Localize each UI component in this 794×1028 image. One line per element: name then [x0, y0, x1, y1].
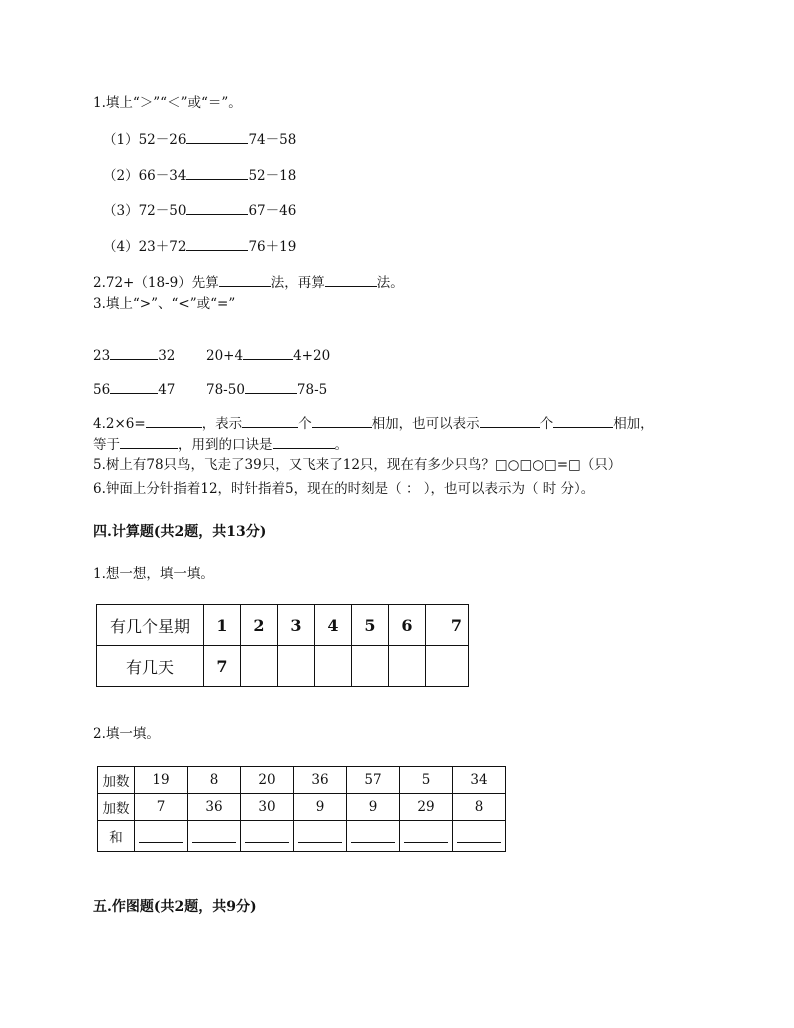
q1-item-right: 52－18	[248, 168, 297, 184]
q3-row-1b	[206, 346, 330, 365]
q4-text-a: 4.2×6=	[93, 416, 146, 432]
q1-item-left: 23＋72	[138, 239, 187, 255]
answer-blank[interactable]	[351, 841, 395, 843]
q6-line: 6.钟面上分针指着12，时针指着5，现在的时刻是（ ： ），也可以表示为（ 时 分）。	[93, 481, 595, 497]
addend-cell: 8	[453, 794, 506, 821]
answer-blank[interactable]	[120, 435, 178, 449]
q4-text-b: ，表示	[201, 416, 243, 432]
sum-input-cell[interactable]	[347, 821, 400, 852]
answer-blank[interactable]	[186, 130, 248, 144]
answer-blank[interactable]	[480, 414, 540, 428]
answer-blank[interactable]	[146, 414, 202, 428]
q2-text-b: 法，再算	[270, 275, 325, 291]
q4-text-e: 个	[539, 416, 554, 432]
answer-blank[interactable]	[110, 380, 158, 394]
week-cell: 3	[278, 605, 315, 646]
row-label: 加数	[98, 767, 135, 794]
addend-cell: 36	[294, 767, 347, 794]
week-cell: 6	[389, 605, 426, 646]
sum-input-cell[interactable]	[241, 821, 294, 852]
sum-input-cell[interactable]	[135, 821, 188, 852]
table-row	[98, 821, 506, 852]
q3-value: 78-5	[296, 382, 328, 398]
addend-cell: 30	[241, 794, 294, 821]
answer-blank[interactable]	[298, 841, 342, 843]
q1-item-right: 67－46	[248, 203, 297, 219]
day-input-cell[interactable]	[426, 646, 469, 687]
week-cell: 1	[204, 605, 241, 646]
q4-text-c: 个	[298, 416, 312, 432]
q3-row-2b	[206, 380, 327, 399]
q4-text-g: 等于	[93, 437, 120, 453]
addend-cell: 36	[188, 794, 241, 821]
answer-blank[interactable]	[325, 273, 377, 287]
answer-blank[interactable]	[273, 435, 335, 449]
day-input-cell[interactable]	[278, 646, 315, 687]
answer-blank[interactable]	[553, 414, 613, 428]
sum-input-cell[interactable]	[188, 821, 241, 852]
q1-item-1	[103, 130, 296, 149]
addend-cell: 7	[135, 794, 188, 821]
answer-blank[interactable]	[139, 841, 183, 843]
q4-line-2	[93, 435, 348, 454]
answer-blank[interactable]	[245, 380, 297, 394]
week-cell: 7	[426, 605, 469, 646]
sum-input-cell[interactable]	[400, 821, 453, 852]
addend-cell: 8	[188, 767, 241, 794]
weeks-days-table	[96, 604, 469, 687]
q4-text-d: 相加，也可以表示	[371, 416, 480, 432]
q3-title: 3.填上“>”、“<”或“=”	[93, 296, 236, 312]
table-row	[98, 794, 506, 821]
q1-item-right: 76＋19	[248, 239, 297, 255]
q1-item-3	[103, 201, 296, 220]
answer-blank[interactable]	[243, 346, 293, 360]
answer-blank[interactable]	[219, 273, 271, 287]
row-label: 加数	[98, 794, 135, 821]
q1-item-left: 52－26	[138, 132, 187, 148]
q3-value: 78-50	[206, 382, 245, 398]
addend-cell: 9	[347, 794, 400, 821]
q1-item-right: 74－58	[248, 132, 297, 148]
answer-blank[interactable]	[186, 237, 248, 251]
addend-cell: 5	[400, 767, 453, 794]
week-cell: 2	[241, 605, 278, 646]
q1-item-num: （1）	[103, 132, 139, 148]
q4-line-1	[93, 414, 654, 433]
q3-row-2	[93, 380, 175, 399]
q3-value: 4+20	[293, 348, 331, 364]
addend-cell: 57	[347, 767, 400, 794]
q1-item-2	[103, 166, 296, 185]
q1-item-num: （3）	[103, 203, 139, 219]
calc1-title: 1.想一想，填一填。	[93, 566, 214, 582]
table-row	[98, 767, 506, 794]
q2-text-c: 法。	[376, 275, 404, 291]
q1-item-4	[103, 237, 296, 256]
section-5-heading: 五.作图题(共2题，共9分)	[93, 899, 257, 915]
day-input-cell[interactable]	[352, 646, 389, 687]
row-label: 有几天	[97, 646, 204, 687]
sum-input-cell[interactable]	[453, 821, 506, 852]
table-row	[97, 646, 469, 687]
addend-cell: 34	[453, 767, 506, 794]
q3-value: 20+4	[206, 348, 244, 364]
q3-value: 32	[158, 348, 176, 364]
answer-blank[interactable]	[192, 841, 236, 843]
answer-blank[interactable]	[457, 841, 501, 843]
q2-line	[93, 273, 404, 292]
q1-item-num: （4）	[103, 239, 139, 255]
q3-value: 23	[93, 348, 111, 364]
day-input-cell[interactable]	[389, 646, 426, 687]
addend-cell: 19	[135, 767, 188, 794]
q1-item-left: 66－34	[138, 168, 187, 184]
day-cell: 7	[204, 646, 241, 687]
q4-text-i: 。	[334, 437, 348, 453]
row-label: 和	[98, 821, 135, 852]
week-cell: 5	[352, 605, 389, 646]
calc2-title: 2.填一填。	[93, 726, 160, 742]
answer-blank[interactable]	[312, 414, 372, 428]
q4-text-f: 相加，	[613, 416, 654, 432]
q3-value: 56	[93, 382, 111, 398]
table-row	[97, 605, 469, 646]
q5-line: 5.树上有78只鸟，飞走了39只，又飞来了12只，现在有多少只鸟？□○□○□=□（只）	[93, 457, 622, 473]
day-input-cell[interactable]	[241, 646, 278, 687]
answer-blank[interactable]	[110, 346, 158, 360]
addend-cell: 20	[241, 767, 294, 794]
answer-blank[interactable]	[245, 841, 289, 843]
section-4-heading: 四.计算题(共2题，共13分)	[93, 524, 267, 540]
q3-row-1	[93, 346, 175, 365]
q1-title: 1.填上“＞”“＜”或“＝”。	[93, 95, 242, 111]
answer-blank[interactable]	[186, 201, 248, 215]
q1-item-num: （2）	[103, 168, 139, 184]
q4-text-h: ，用到的口诀是	[178, 437, 273, 453]
q3-value: 47	[158, 382, 176, 398]
addition-table	[97, 766, 506, 852]
addend-cell: 9	[294, 794, 347, 821]
addend-cell: 29	[400, 794, 453, 821]
sum-input-cell[interactable]	[294, 821, 347, 852]
answer-blank[interactable]	[242, 414, 298, 428]
answer-blank[interactable]	[186, 166, 248, 180]
week-cell: 4	[315, 605, 352, 646]
q1-item-left: 72－50	[138, 203, 187, 219]
day-input-cell[interactable]	[315, 646, 352, 687]
q2-text-a: 2.72+（18-9）先算	[93, 275, 219, 291]
row-label: 有几个星期	[97, 605, 204, 646]
answer-blank[interactable]	[404, 841, 448, 843]
